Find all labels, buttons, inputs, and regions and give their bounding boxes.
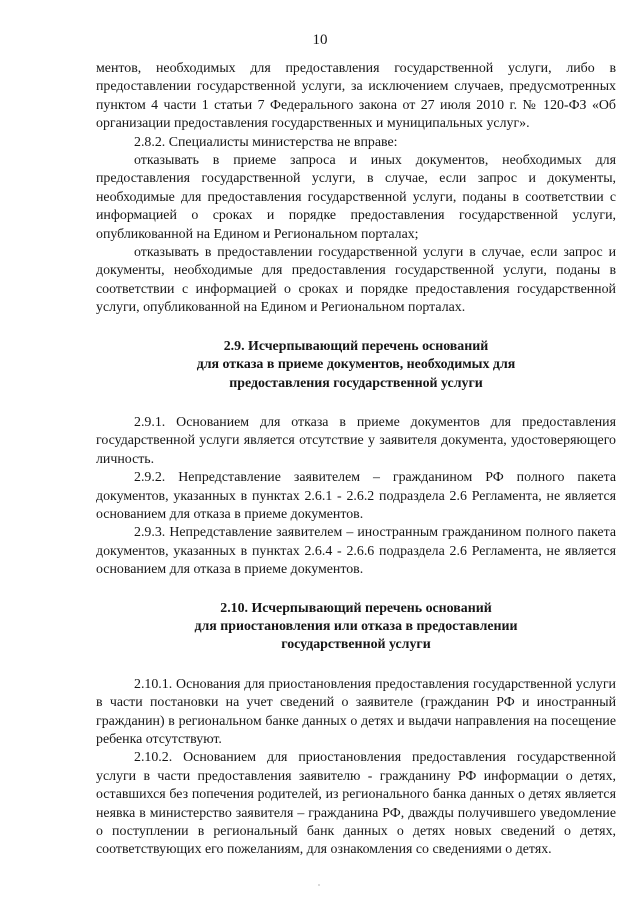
heading-line: предоставления государственной услуги <box>229 375 483 391</box>
scan-speck <box>318 884 320 886</box>
heading-line: государственной услуги <box>281 637 431 653</box>
heading-line: для отказа в приеме документов, необходимых для <box>196 357 516 373</box>
section-heading-2-10 <box>96 600 616 655</box>
paragraph-2-10-1: 2.10.1. Основания для приостановления предоставления государственной услуги в части постановки на учет сведений о заявителе (гражданин РФ и иностранный гражданин) в региональном банке данных о детях и выдачи направления на посещение ребенка отсутствуют. <box>96 676 616 747</box>
paragraph-continuation: ментов, необходимых для предоставления государственной услуги, либо в предоставлении государственной услуги, за исключением случаев, предусмотренных пунктом 4 части 1 статьи 7 Федерального закона от 27 июля 2010 г. № 120-ФЗ «Об организации предоставления государственных и муниципальных услуг». <box>96 61 616 132</box>
paragraph-2-9-1: 2.9.1. Основанием для отказа в приеме документов для предоставления государственной услуги является отсутствие у заявителя документа, удостоверяющего личность. <box>96 414 616 467</box>
page-number: 10 <box>312 32 328 48</box>
paragraph-2-9-2: 2.9.2. Непредставление заявителем – гражданином РФ полного пакета документов, указанных в пунктах 2.6.1 - 2.6.2 подраздела 2.6 Регламента, не является основанием для отказа в приеме документов. <box>96 470 616 522</box>
paragraph-2-8-2-a: отказывать в приеме запроса и иных документов, необходимых для предоставления государственной услуги, в случае, если запрос и документы, необходимые для предоставления государственной услуги, поданы в соответствии с информацией о сроках и порядке предоставления государственной услуги, опубликованной на Едином и Региональном порталах; <box>96 153 616 242</box>
heading-line: 2.9. Исчерпывающий перечень оснований <box>223 338 489 354</box>
paragraph-2-8-2: 2.8.2. Специалисты министерства не вправе: <box>134 134 398 150</box>
section-heading-2-9 <box>96 338 616 393</box>
heading-line: для приостановления или отказа в предоставлении <box>194 618 518 634</box>
paragraph-2-8-2-b: отказывать в предоставлении государственной услуги в случае, если запрос и документы, необходимые для предоставления государственной услуги, поданы в соответствии с информацией о сроках и порядке предоставления государственной услуги, опубликованной на Едином и Региональном порталах. <box>96 245 616 316</box>
heading-line: 2.10. Исчерпывающий перечень оснований <box>220 600 492 616</box>
paragraph-2-9-3: 2.9.3. Непредставление заявителем – иностранным гражданином полного пакета документов, указанных в пунктах 2.6.4 - 2.6.6 подраздела 2.6 Регламента, не является основанием для отказа в приеме документов. <box>96 525 616 578</box>
document-body <box>96 60 616 860</box>
paragraph-2-10-2: 2.10.2. Основанием для приостановления предоставления государственной услуги в части предоставления заявителю - гражданину РФ информации о детях, оставшихся без попечения родителей, из регионального банка данных о детях является неявка в министерство заявителя – гражданина РФ, дважды получившего уведомление о поступлении в региональный банк данных о детях новых сведений о детях, соответствующих его пожеланиям, для ознакомления со сведениями о детях. <box>96 750 616 858</box>
